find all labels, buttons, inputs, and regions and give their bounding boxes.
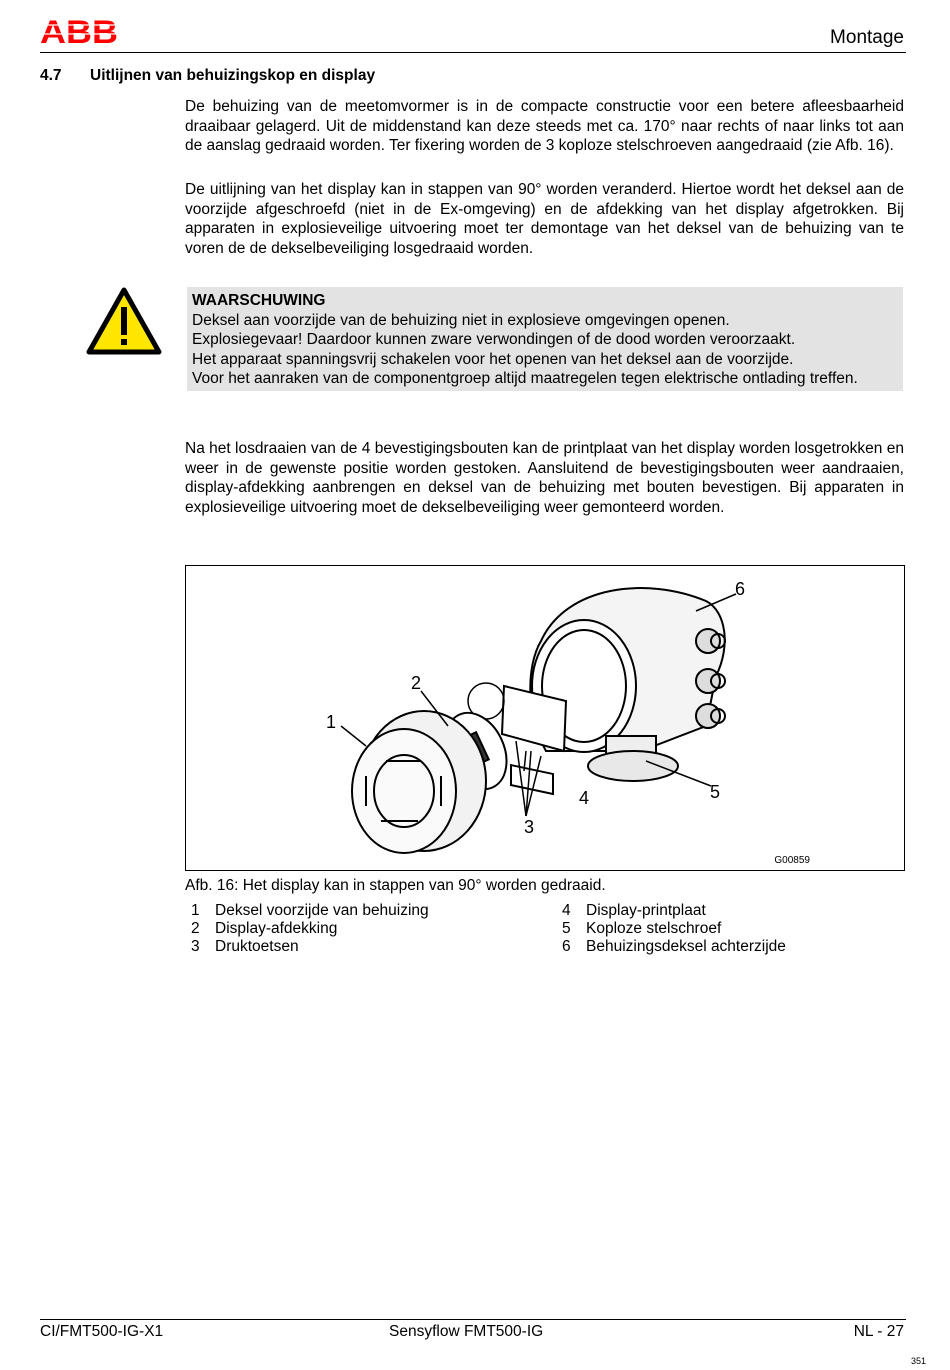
callout-3: 3 (524, 817, 535, 837)
paragraph-remounting: Na het losdraaien van de 4 bevestigingsbouten kan de printplaat van het display worden losgetrokken en weer in de gewenste positie worden gestoken. Aansluitend de bevestigingsbouten weer aandraaien, display-afdekking aanbrengen en deksel van de behuizing met bouten bevestigen. Bij apparaten in explosieveilige uitvoering moet de dekselbeveiliging weer gemonteerd worden. (185, 440, 904, 516)
figure-illustration (186, 566, 904, 870)
callout-1: 1 (326, 712, 337, 732)
rear-housing-drawing (530, 588, 725, 781)
paragraph-housing: De behuizing van de meetomvormer is in de compacte constructie voor een betere afleesbaarheid draaibaar gelagerd. Uit de middenstand kan deze steeds met ca. 170° naar rechts of naar links tot aan de aanslag gedraaid worden. Ter fixering worden de 3 koploze stelschroeven aangedraaid (zie Afb. 16). (185, 98, 904, 154)
section-heading (40, 67, 375, 85)
legend-item: 1 Deksel voorzijde van behuizing (191, 902, 429, 919)
callout-4: 4 (579, 788, 590, 808)
abb-logo (40, 16, 120, 46)
legend-item: 2 Display-afdekking (191, 920, 338, 937)
section-title: Montage (830, 27, 904, 48)
warning-line: Het apparaat spanningsvrij schakelen voor het openen van het deksel aan de voorzijde. (192, 350, 794, 368)
footer-page: NL - 27 (853, 1323, 904, 1340)
figure-caption: Afb. 16: Het display kan in stappen van 90° worden gedraaid. (185, 877, 606, 894)
section-number: 4.7 (40, 67, 62, 84)
warning-title: WAARSCHUWING (192, 292, 326, 309)
figure-frame (185, 565, 905, 871)
callout-5: 5 (710, 782, 721, 802)
figure-code: G00859 (774, 855, 810, 866)
legend-right (562, 902, 786, 956)
warning-line: Voor het aanraken van de componentgroep altijd maatregelen tegen elektrische ontlading treffen. (192, 370, 858, 387)
legend-item: 4 Display-printplaat (562, 902, 706, 919)
front-cover-drawing (352, 711, 486, 853)
callout-6: 6 (735, 579, 746, 599)
abb-logo-text: ABB (40, 16, 118, 46)
legend-item: 5 Koploze stelschroef (562, 920, 722, 937)
footer-product: Sensyflow FMT500-IG (389, 1323, 544, 1340)
warning-triangle-icon (86, 287, 162, 355)
header-divider (40, 52, 906, 53)
warning-line: Explosiegevaar! Daardoor kunnen zware verwondingen of de dood worden veroorzaakt. (192, 331, 796, 348)
paragraph-display-alignment: De uitlijning van het display kan in stappen van 90° worden veranderd. Hiertoe wordt het deksel aan de voorzijde afgeschroefd (niet in de Ex-omgeving) en de afdekking van het display afgetrokken. Bij apparaten in explosieveilige uitvoering moet ter demontage van het deksel van de behuizing van te voren de de dekselbeveiliging losgedraaid worden. (185, 181, 904, 257)
sheet-number: 351 (910, 1356, 926, 1366)
legend-item: 6 Behuizingsdeksel achterzijde (562, 938, 786, 955)
warning-box (187, 287, 903, 391)
section-heading-title: Uitlijnen van behuizingskop en display (90, 67, 376, 84)
callout-2: 2 (411, 673, 422, 693)
legend-item: 3 Druktoetsen (191, 938, 299, 955)
legend-left (191, 902, 429, 956)
footer-doc-id: CI/FMT500-IG-X1 (40, 1323, 164, 1340)
footer-divider (40, 1319, 906, 1320)
warning-line: Deksel aan voorzijde van de behuizing niet in explosieve omgevingen openen. (192, 311, 730, 329)
